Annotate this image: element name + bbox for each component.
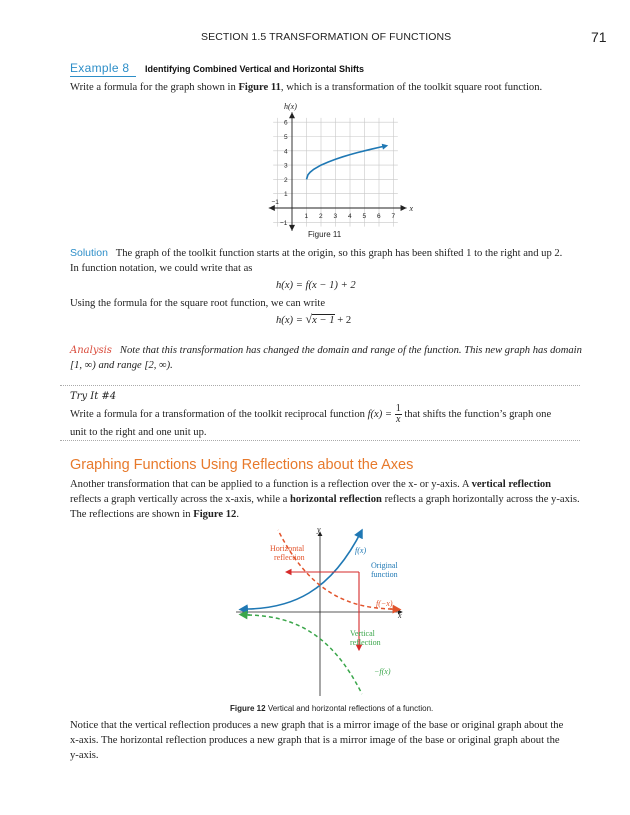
section-text-2-end: reflects a graph horizontally across the y-axis. (381, 494, 580, 505)
x-tick-label: 3 (333, 213, 338, 220)
section-text-1: Another transformation that can be applied to a function is a reflection over the x- or y-axis. A (70, 479, 472, 490)
try-it-text-1-end: that shifts the function’s graph one (401, 408, 552, 420)
y-tick-label: −1 (280, 219, 288, 227)
running-header: SECTION 1.5 TRANSFORMATION OF FUNCTIONS (201, 31, 452, 43)
vertical-reflection-curve (248, 615, 362, 694)
chart-series (307, 144, 389, 180)
try-it-text-2: unit to the right and one unit up. (70, 427, 207, 438)
radical-sign: √ (305, 312, 313, 326)
x-axis-label: x (409, 204, 414, 213)
figure-12-diagram (230, 522, 410, 700)
example-prompt (70, 80, 542, 95)
prompt-text-end: , which is a transformation of the toolkit square root function. (280, 82, 543, 93)
x-tick-label: 6 (377, 213, 381, 220)
figure-ref: Figure 11 (238, 82, 281, 93)
equation-1: h(x) = f(x − 1) + 2 (276, 280, 356, 291)
analysis-text-2: [1, ∞) and range [2, ∞). (70, 360, 173, 371)
term-vertical-reflection: vertical reflection (471, 479, 552, 490)
figure-11-caption: Figure 11 (308, 230, 342, 239)
try-it-bottom-rule (60, 440, 580, 441)
x-tick-label: 1 (304, 213, 309, 220)
example-label: Example 8 (70, 61, 130, 75)
try-it-func: f(x) = (367, 408, 395, 420)
y-tick-label: 3 (284, 162, 288, 170)
y-axis-label: h(x) (284, 101, 297, 111)
x-tick-label: −1 (271, 199, 279, 206)
y-tick-label: 4 (284, 148, 288, 156)
section-heading: Graphing Functions Using Reflections about the Axes (70, 457, 414, 473)
term-horizontal-reflection: horizontal reflection (290, 494, 382, 505)
solution-paragraph (70, 246, 590, 276)
original-function-left-arrow (240, 609, 248, 610)
x-tick-label: 2 (319, 213, 323, 220)
equation-2 (276, 312, 351, 328)
chart-axes (269, 102, 414, 231)
example-title: Identifying Combined Vertical and Horizontal Shifts (145, 64, 365, 74)
y-axis-arrow-down (289, 225, 295, 231)
section-text-3-end: . (236, 509, 239, 520)
y-axis-label: y (317, 525, 321, 534)
solution-text-2: In function notation, we could write that as (70, 263, 253, 274)
eq2-lhs: h(x) = (276, 315, 306, 326)
prompt-text: Write a formula for the graph shown in (70, 82, 239, 93)
example-underline (70, 76, 136, 77)
label-original-2: function (371, 570, 398, 579)
section-paragraph (70, 477, 600, 522)
try-it-label: Try It #4 (70, 391, 117, 402)
solution-label: Solution (70, 247, 108, 259)
fraction (395, 404, 402, 425)
fraction-numerator: 1 (395, 403, 401, 414)
label-f-neg-x: f(−x) (376, 599, 393, 608)
solution-text-1: The graph of the toolkit function starts at the origin, so this graph has been shifted 1 to the right and up 2. (115, 248, 563, 259)
x-axis-arrow (401, 205, 407, 211)
label-neg-f-x: −f(x) (374, 667, 391, 676)
series-arrowhead (382, 144, 388, 150)
analysis-label: Analysis (70, 345, 112, 356)
section-text-3: The reflections are shown in (70, 509, 194, 520)
closing-text-2: x-axis. The horizontal reflection produces a new graph that is a mirror image of the base or original graph about the (70, 735, 560, 746)
label-original-1: Original (371, 561, 398, 570)
y-tick-label: 5 (284, 134, 288, 141)
fraction-denominator: x (395, 414, 401, 425)
analysis-text-1: Note that this transformation has changed the domain and range of the function. This new graph has domain (119, 345, 582, 356)
eq2-radicand: x − 1 (312, 315, 335, 326)
closing-text-1: Notice that the vertical reflection produces a new graph that is a mirror image of the base or original graph about the (70, 720, 564, 731)
chart-ticks (272, 120, 396, 227)
section-text-2: reflects a graph vertically across the x-axis, while a (70, 494, 291, 505)
y-axis-arrow (289, 112, 295, 118)
original-function-curve (248, 530, 362, 609)
vertical-reflection-arrow (240, 615, 250, 616)
closing-text-3: y-axis. (70, 750, 99, 761)
label-horizontal-1: Horizontal (270, 544, 305, 553)
x-tick-label: 7 (391, 213, 396, 220)
page-number: 71 (591, 29, 607, 45)
figure-12-ref: Figure 12 (193, 509, 237, 520)
label-vertical-2: reflection (350, 638, 381, 647)
try-it-text-1: Write a formula for a transformation of the toolkit reciprocal function (70, 408, 368, 420)
y-tick-label: 2 (284, 176, 288, 184)
caption-text: Vertical and horizontal reflections of a function. (267, 704, 434, 713)
label-horizontal-2: reflection (274, 553, 305, 562)
y-tick-label: 1 (284, 191, 288, 199)
try-it-text (70, 404, 600, 440)
eq2-rhs: + 2 (334, 315, 352, 326)
solution-text-3: Using the formula for the square root function, we can write (70, 298, 326, 309)
x-axis-label: x (398, 611, 402, 620)
figure-11-chart (240, 98, 420, 238)
closing-paragraph (70, 718, 600, 763)
figure-12-caption (230, 704, 433, 713)
horizontal-reflection-arrow (390, 609, 400, 610)
x-tick-label: 4 (348, 213, 352, 220)
y-tick-label: 6 (284, 119, 288, 127)
label-vertical-1: Vertical (350, 629, 375, 638)
caption-label: Figure 12 (230, 704, 266, 713)
x-tick-label: 5 (362, 213, 367, 220)
label-f-x: f(x) (355, 546, 367, 555)
analysis-paragraph (70, 343, 600, 373)
try-it-top-rule (60, 385, 580, 386)
